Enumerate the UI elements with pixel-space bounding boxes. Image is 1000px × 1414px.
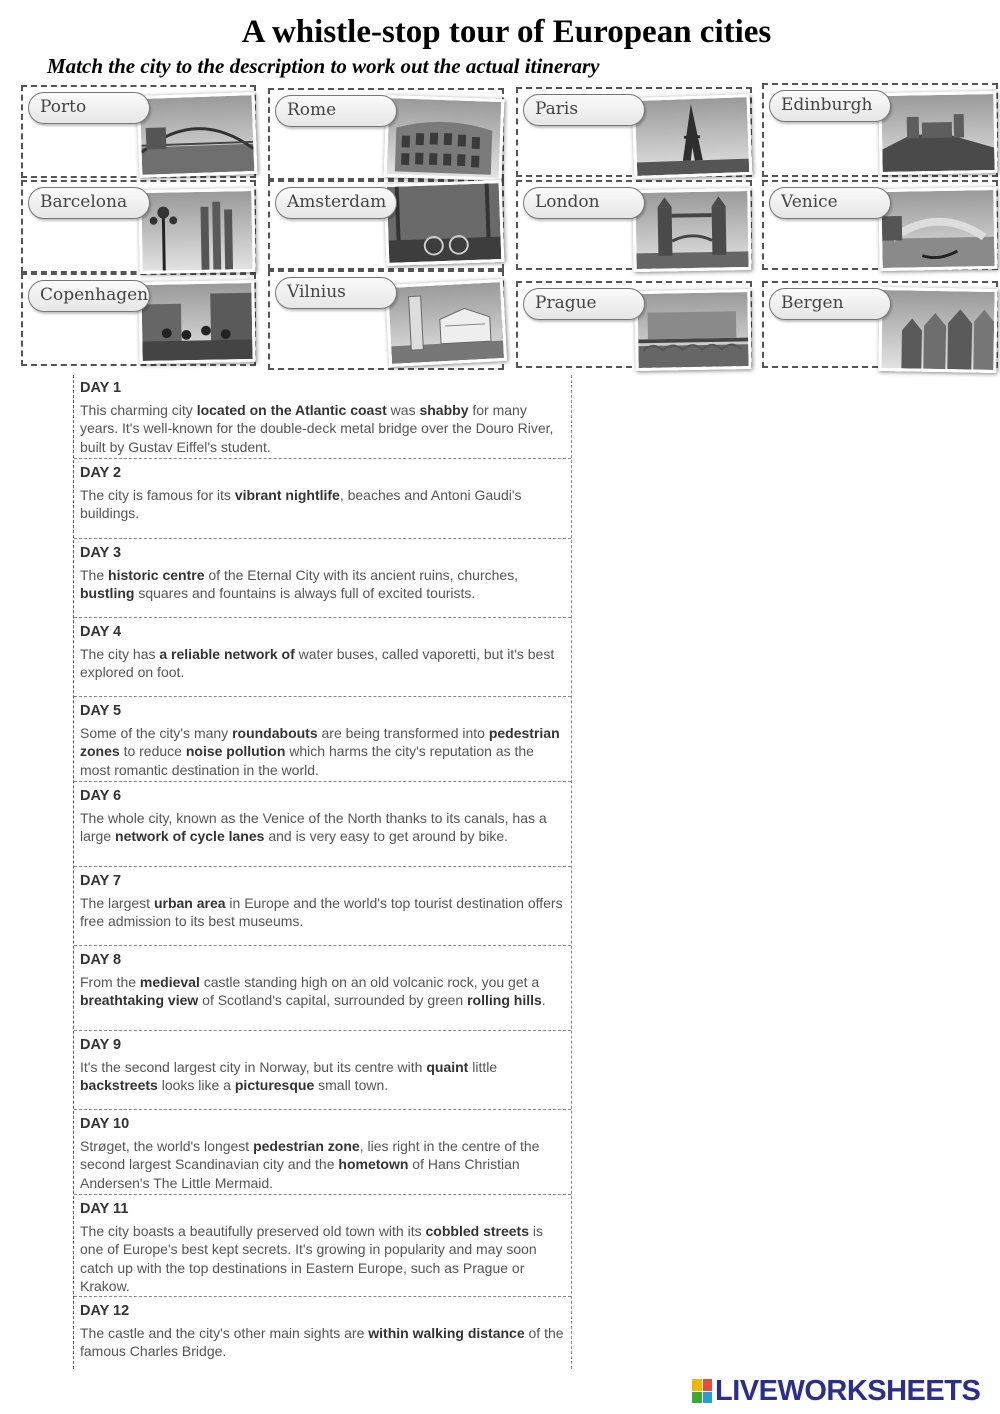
day-label: DAY 10 <box>80 1116 130 1132</box>
vilnius-illustration <box>388 282 504 364</box>
city-label: Rome <box>275 95 397 127</box>
city-card-bergen[interactable] <box>762 281 998 368</box>
copenhagen-illustration <box>141 283 252 361</box>
day-description: The city has a reliable network of water buses, called vaporetti, but it's best explored on foot. <box>80 646 555 681</box>
amsterdam-photo <box>384 180 505 266</box>
day-label: DAY 2 <box>80 465 122 481</box>
day-label: DAY 1 <box>80 380 122 396</box>
london-illustration <box>635 191 748 269</box>
city-label: Vilnius <box>275 277 397 309</box>
city-card-venice[interactable] <box>762 180 998 270</box>
barcelona-photo <box>138 188 255 274</box>
edinburgh-illustration <box>881 94 994 172</box>
city-card-vilnius[interactable] <box>268 270 504 370</box>
city-card-porto[interactable] <box>21 85 256 178</box>
city-label: Porto <box>28 92 150 124</box>
logo-mark-icon <box>692 1379 712 1403</box>
day-description: The castle and the city's other main sights are within walking distance of the famous Charles Bridge. <box>80 1325 564 1360</box>
rome-illustration <box>387 98 502 178</box>
day-label: DAY 5 <box>80 703 122 719</box>
logo-square <box>692 1379 702 1391</box>
copenhagen-photo <box>138 280 255 364</box>
itinerary-list <box>73 375 572 1369</box>
day-item[interactable] <box>74 947 571 1031</box>
day-description: It's the second largest city in Norway, but its centre with quaint little backstreets looks like a picturesque small town. <box>80 1059 498 1094</box>
amsterdam-illustration <box>387 183 502 263</box>
city-label: Barcelona <box>28 187 150 219</box>
rome-photo <box>384 95 505 181</box>
logo-square <box>692 1392 702 1404</box>
city-card-amsterdam[interactable] <box>268 180 504 270</box>
day-item[interactable] <box>74 375 571 459</box>
worksheet-instructions: Match the city to the description to work out the actual itinerary <box>47 54 600 78</box>
day-description: The city boasts a beautifully preserved old town with its cobbled streets is one of Europe's best kept secrets. It's growing in popularity and may soon catch up with the top destinations in Eastern Europe, such as Prague or Krakow. <box>80 1223 543 1294</box>
city-card-paris[interactable] <box>516 87 752 177</box>
day-item[interactable] <box>74 619 571 697</box>
day-label: DAY 4 <box>80 624 122 640</box>
day-label: DAY 11 <box>80 1201 129 1217</box>
day-label: DAY 12 <box>80 1303 130 1319</box>
city-card-london[interactable] <box>516 180 752 270</box>
day-label: DAY 8 <box>80 952 122 968</box>
city-label: Edinburgh <box>769 90 891 122</box>
city-label: Amsterdam <box>275 187 397 219</box>
worksheet-title: A whistle-stop tour of European cities <box>241 14 772 50</box>
day-label: DAY 6 <box>80 788 122 804</box>
day-label: DAY 3 <box>80 545 122 561</box>
liveworksheets-logo <box>692 1376 980 1406</box>
city-label: Prague <box>523 288 645 320</box>
city-label: Bergen <box>769 288 891 320</box>
day-item[interactable] <box>74 540 571 618</box>
paris-illustration <box>635 97 750 176</box>
london-photo <box>632 188 751 272</box>
venice-photo <box>878 187 997 271</box>
day-item[interactable] <box>74 1032 571 1110</box>
city-card-rome[interactable] <box>268 88 504 180</box>
city-card-prague[interactable] <box>516 281 752 368</box>
day-description: From the medieval castle standing high on an old volcanic rock, you get a breathtaking view of Scotland's capital, surrounded by green rolling hills. <box>80 974 546 1009</box>
vilnius-photo <box>385 279 507 367</box>
city-card-edinburgh[interactable] <box>762 83 998 177</box>
edinburgh-photo <box>878 91 997 175</box>
day-item[interactable] <box>74 1298 571 1369</box>
day-description: The largest urban area in Europe and the world's top tourist destination offers free admission to its best museums. <box>80 895 563 930</box>
day-description: The city is famous for its vibrant nightlife, beaches and Antoni Gaudi's buildings. <box>80 487 522 522</box>
logo-square <box>703 1379 713 1391</box>
day-item[interactable] <box>74 698 571 782</box>
day-description: The whole city, known as the Venice of the North thanks to its canals, has a large network of cycle lanes and is very easy to get around by bike. <box>80 810 547 845</box>
porto-photo <box>137 92 258 178</box>
day-description: Strøget, the world's longest pedestrian zone, lies right in the centre of the second largest Scandinavian city and the hometown of Hans Christian Andersen's The Little Mermaid. <box>80 1138 540 1191</box>
barcelona-illustration <box>141 191 252 271</box>
bergen-photo <box>878 287 997 373</box>
city-card-copenhagen[interactable] <box>21 273 256 366</box>
day-label: DAY 9 <box>80 1037 122 1053</box>
prague-illustration <box>637 292 748 368</box>
city-label: London <box>523 187 645 219</box>
logo-square <box>703 1392 713 1404</box>
prague-photo <box>634 289 751 371</box>
paris-photo <box>632 94 753 179</box>
bergen-illustration <box>881 290 994 370</box>
city-card-barcelona[interactable] <box>21 180 256 273</box>
day-description: The historic centre of the Eternal City with its ancient ruins, churches, bustling squares and fountains is always full of excited tourists. <box>80 567 519 602</box>
porto-illustration <box>140 95 255 175</box>
city-label: Venice <box>769 187 891 219</box>
day-item[interactable] <box>74 1111 571 1195</box>
logo-text: LIVEWORKSHEETS <box>715 1375 981 1407</box>
day-item[interactable] <box>74 1196 571 1297</box>
day-label: DAY 7 <box>80 873 122 889</box>
day-item[interactable] <box>74 460 571 539</box>
day-item[interactable] <box>74 868 571 946</box>
venice-illustration <box>881 190 994 268</box>
day-item[interactable] <box>74 783 571 867</box>
day-description: Some of the city's many roundabouts are being transformed into pedestrian zones to reduce noise pollution which harms the city's reputation as the most romantic destination in the world. <box>80 725 560 778</box>
city-label: Paris <box>523 94 645 126</box>
city-label: Copenhagen <box>28 280 150 312</box>
day-description: This charming city located on the Atlantic coast was shabby for many years. It's well-known for the double-deck metal bridge over the Douro River, built by Gustav Eiffel's student. <box>80 402 554 455</box>
